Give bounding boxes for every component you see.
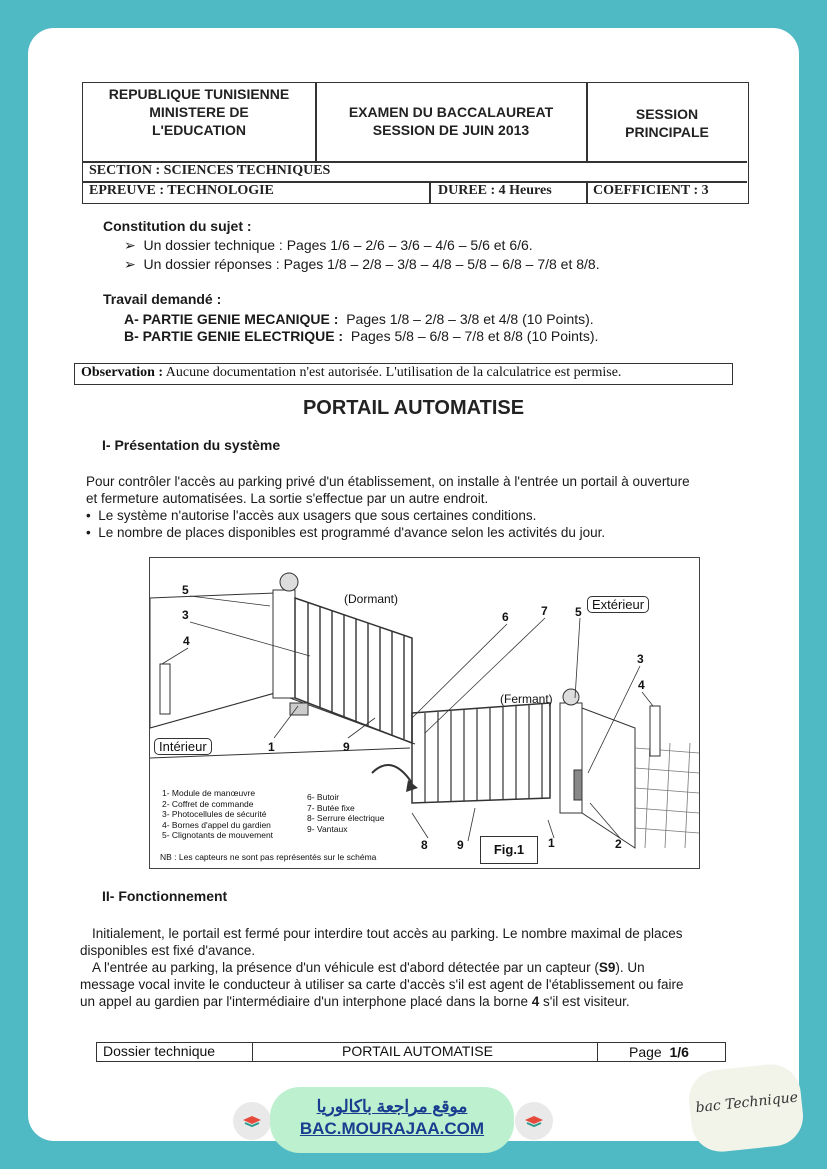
figure-1: [149, 557, 700, 869]
legend-left: [162, 788, 273, 841]
legend-item: 2- Coffret de commande: [162, 798, 254, 809]
section-1-paragraph: Pour contrôler l'accès au parking privé d'un établissement, on installe à l'entrée un portail à ouverture et fermeture automatisées. La sortie s'effectue par un autre endroit. • Le système n'autorise l'accès aux usagers que sous certaines conditions. • Le nombre de places disponibles est programmé d'avance selon les activités du jour.: [86, 474, 690, 540]
num-6: 6: [502, 610, 509, 624]
constitution-title: Constitution du sujet :: [103, 218, 252, 234]
num-8: 8: [421, 838, 428, 852]
legend-item: 5- Clignotants de mouvement: [162, 830, 274, 840]
num-9-top: 9: [343, 740, 350, 754]
label-interieur: Intérieur: [154, 738, 212, 755]
page-footer: [96, 1042, 726, 1062]
section-1-title: I- Présentation du système: [102, 437, 281, 453]
brand-stamp: [686, 1061, 806, 1154]
num-4-right: 4: [638, 678, 645, 692]
footer-center: PORTAIL AUTOMATISE: [342, 1043, 493, 1059]
constitution-item-2: ➢ Un dossier réponses : Pages 1/8 – 2/8 – 3/8 – 4/8 – 5/8 – 6/8 – 7/8 et 8/8.: [124, 256, 600, 272]
site-logo-right: [515, 1102, 553, 1140]
legend-item: 1- Module de manœuvre: [162, 788, 256, 798]
footer-left: Dossier technique: [103, 1043, 216, 1059]
legend-item: 8- Serrure électrique: [307, 813, 385, 823]
legend-item: 9- Vantaux: [307, 823, 348, 834]
observation-box: Observation : Aucune documentation n'est autorisée. L'utilisation de la calculatrice est permise.: [74, 363, 733, 385]
num-5-right: 5: [575, 605, 582, 619]
num-5-left: 5: [182, 583, 189, 597]
constitution-item-1: ➢ Un dossier technique : Pages 1/6 – 2/6 – 3/6 – 4/6 – 5/6 et 6/6.: [124, 237, 533, 253]
epreuve-label: EPREUVE : TECHNOLOGIE: [89, 183, 274, 198]
brand-text: bac Technique: [694, 1089, 799, 1117]
footer-page: Page 1/6: [629, 1044, 689, 1060]
num-1-right: 1: [548, 836, 555, 850]
num-2: 2: [615, 837, 622, 851]
watermark-badge[interactable]: [270, 1087, 514, 1153]
num-1-left: 1: [268, 740, 275, 754]
book-icon: [233, 1102, 271, 1140]
num-9-bottom: 9: [457, 838, 464, 852]
section-2-paragraph: Initialement, le portail est fermé pour interdire tout accès au parking. Le nombre maximal de places disponibles est fixé d'avance. A l'entrée au parking, la présence d'un véhicule est d'abord détectée par un capteur (S9). Un message vocal invite le conducteur à utiliser sa carte d'accès s'il est agent de l'établissement ou faire un appel au gardien par l'intermédiaire d'un interphone placé dans la borne 4 s'il est visiteur.: [80, 926, 684, 1009]
travail-part-b: B- PARTIE GENIE ELECTRIQUE : Pages 5/8 – 6/8 – 7/8 et 8/8 (10 Points).: [124, 328, 599, 344]
num-3-right: 3: [637, 652, 644, 666]
legend-item: 7- Butée fixe: [307, 802, 355, 813]
site-logo-left: [233, 1102, 271, 1140]
coefficient-label: COEFFICIENT : 3: [593, 183, 709, 198]
watermark-url[interactable]: BAC.MOURAJAA.COM: [299, 1119, 485, 1138]
exam-name: EXAMEN DU BACCALAUREAT SESSION DE JUIN 2013: [348, 104, 554, 138]
label-fermant: (Fermant): [500, 692, 553, 706]
num-4-left: 4: [183, 634, 190, 648]
figure-note: NB : Les capteurs ne sont pas représentés sur le schéma: [160, 852, 377, 862]
legend-right: [307, 792, 384, 834]
exam-header-table: [82, 82, 749, 204]
travail-part-a: A- PARTIE GENIE MECANIQUE : Pages 1/8 – 2/8 – 3/8 et 4/8 (10 Points).: [124, 311, 594, 327]
label-exterieur: Extérieur: [587, 596, 649, 613]
num-7: 7: [541, 604, 548, 618]
book-icon: [515, 1102, 553, 1140]
legend-item: 3- Photocellules de sécurité: [162, 809, 267, 819]
section-label: SECTION : SCIENCES TECHNIQUES: [89, 163, 331, 178]
page-title: PORTAIL AUTOMATISE: [302, 397, 525, 419]
duree-label: DUREE : 4 Heures: [438, 183, 552, 198]
legend-item: 6- Butoir: [307, 792, 340, 802]
num-3-left: 3: [182, 608, 189, 622]
travail-title: Travail demandé :: [103, 291, 222, 307]
watermark-arabic[interactable]: موقع مراجعة باكالوريا: [316, 1097, 468, 1116]
fig-label: Fig.1: [480, 836, 538, 864]
section-2-title: II- Fonctionnement: [102, 888, 228, 904]
label-dormant: (Dormant): [344, 592, 399, 606]
session-type: SESSION PRINCIPALE: [625, 106, 709, 140]
legend-item: 4- Bornes d'appel du gardien: [162, 819, 271, 830]
ministry-name: REPUBLIQUE TUNISIENNE MINISTERE DE L'EDUCATION: [108, 86, 290, 138]
